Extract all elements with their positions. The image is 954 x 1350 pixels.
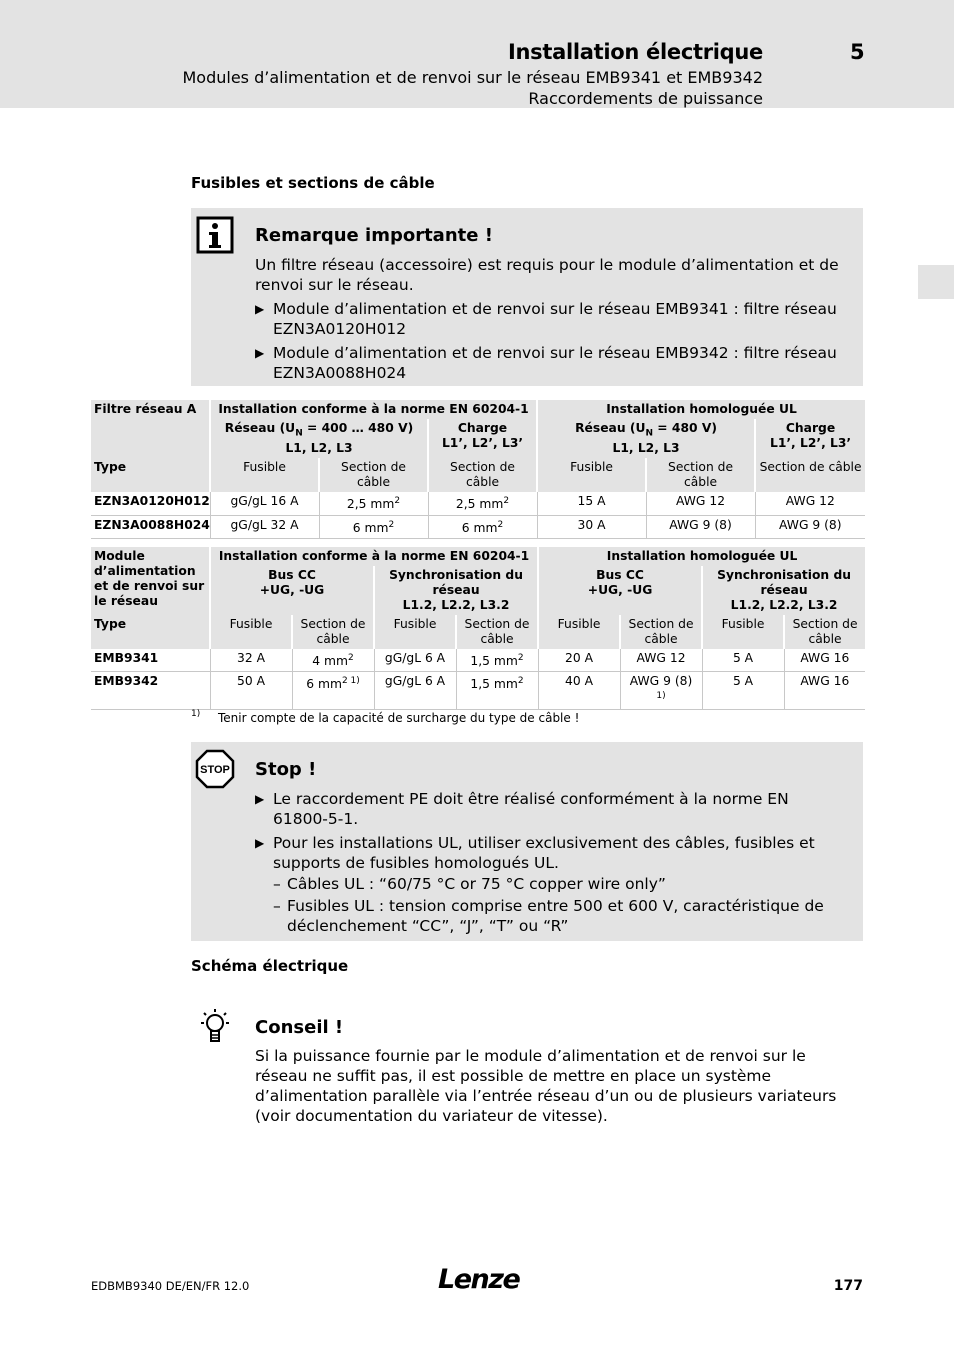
group-header: Installation conforme à la norme EN 60204-1 [210, 547, 538, 566]
stop-icon [195, 749, 235, 789]
column-header: Synchronisation du réseau L1.2, L2.2, L3.2 [374, 566, 538, 615]
table-corner: Filtre réseau A [91, 400, 210, 458]
lenze-logo: Lenze [438, 1264, 520, 1295]
group-header: Installation homologuée UL [538, 547, 865, 566]
note-bullet: ▶ Module d’alimentation et de renvoi sur le réseau EMB9341 : filtre réseau EZN3A0120H012 [255, 300, 837, 338]
svg-text:STOP: STOP [200, 764, 230, 776]
section-heading-fuses: Fusibles et sections de câble [191, 174, 435, 192]
column-header: Fusible [538, 615, 620, 649]
type-header: Type [91, 458, 210, 492]
column-header: Réseau ($U_N = 480$ V) L1, L2, L3 [537, 419, 755, 458]
column-header: Bus CC +UG, -UG [538, 566, 702, 615]
column-header: Section de câble [755, 458, 865, 492]
tip-block [191, 1005, 863, 1135]
footnote-text: Tenir compte de la capacité de surcharge du type de câble ! [218, 711, 580, 725]
column-header: Section de câble [784, 615, 865, 649]
table-corner: Module d’alimentation et de renvoi sur le réseau [91, 547, 210, 615]
chapter-tab-marker [918, 265, 954, 299]
table-row: EZN3A0088H024 gG/gL 32 A 6 $mm^2$ 6 $mm^2$ 30 A AWG 9 (8) AWG 9 (8) [91, 515, 865, 538]
column-header: Fusible [702, 615, 784, 649]
footnote-mark: 1) [191, 709, 201, 719]
stop-title: Stop ! [255, 759, 317, 780]
header-band [0, 0, 954, 108]
column-header: Fusible [537, 458, 646, 492]
arrow-right-icon: ▶ [255, 792, 265, 806]
page-subtitle-2: Raccordements de puissance [528, 89, 763, 108]
note-intro: Un filtre réseau (accessoire) est requis pour le module d’alimentation et de renvoi sur le réseau. [255, 256, 839, 294]
column-header: Section de câble [319, 458, 428, 492]
stop-box [191, 742, 863, 941]
filter-table [91, 400, 865, 539]
column-header: Fusible [374, 615, 456, 649]
table-row: EZN3A0120H012 gG/gL 16 A 2,5 $mm^2$ 2,5 $mm^2$ 15 A AWG 12 AWG 12 [91, 492, 865, 515]
stop-body [255, 789, 845, 936]
tip-title: Conseil ! [255, 1017, 344, 1038]
note-bullet: ▶ Module d’alimentation et de renvoi sur le réseau EMB9342 : filtre réseau EZN3A0088H024 [255, 344, 837, 382]
column-header: Charge L1’, L2’, L3’ [428, 419, 537, 458]
arrow-right-icon: ▶ [255, 836, 265, 850]
column-header: Fusible [210, 615, 292, 649]
group-header: Installation homologuée UL [537, 400, 865, 419]
column-header: Section de câble [456, 615, 538, 649]
column-header: Synchronisation du réseau L1.2, L2.2, L3.2 [702, 566, 865, 615]
module-table [91, 547, 865, 710]
column-header: Section de câble [428, 458, 537, 492]
stop-bullet: ▶ Pour les installations UL, utiliser exclusivement des câbles, fusibles et supports de fusibles homologués UL. [255, 834, 815, 872]
column-header: Fusible [210, 458, 319, 492]
page-number: 177 [833, 1278, 863, 1294]
column-header: Section de câble [620, 615, 702, 649]
stop-dash-item: – Fusibles UL : tension comprise entre 500 et 600 V, caractéristique de déclenchement “CC”, “J”, “T” ou “R” [273, 897, 824, 935]
arrow-right-icon: ▶ [255, 346, 265, 360]
column-header: Section de câble [292, 615, 374, 649]
chapter-number: 5 [850, 40, 865, 64]
tip-text: Si la puissance fournie par le module d’alimentation et de renvoi sur le réseau ne suffit pas, il est possible de mettre en place un système d’alimentation parallèle via l’entrée réseau d’un ou de plusieurs variateurs (voir documentation du variateur de vitesse). [255, 1047, 837, 1125]
important-note-box [191, 208, 863, 386]
table-row: EMB9341 32 A 4 $mm^2$ gG/gL 6 A 1,5 $mm^2$ 20 A AWG 12 5 A AWG 16 [91, 649, 865, 672]
column-header: Charge L1’, L2’, L3’ [755, 419, 865, 458]
table-row: EMB9342 50 A 6 $mm^{2 1)}$ gG/gL 6 A 1,5 $mm^2$ 40 A AWG 9 (8) $^{1)}$ 5 A AWG 16 [91, 672, 865, 710]
page-subtitle: Modules d’alimentation et de renvoi sur le réseau EMB9341 et EMB9342 [182, 68, 763, 87]
column-header: Réseau ($U_N = 400$ … 480 V) L1, L2, L3 [210, 419, 428, 458]
lightbulb-icon [195, 1007, 235, 1047]
stop-bullet: ▶ Le raccordement PE doit être réalisé conformément à la norme EN 61800-5-1. [255, 790, 789, 828]
info-icon [196, 216, 234, 254]
stop-dash-item: – Câbles UL : “60/75 °C or 75 °C copper wire only” [273, 875, 666, 893]
group-header: Installation conforme à la norme EN 60204-1 [210, 400, 537, 419]
type-header: Type [91, 615, 210, 649]
arrow-right-icon: ▶ [255, 302, 265, 316]
note-body [255, 255, 845, 387]
section-heading-schematic: Schéma électrique [191, 957, 349, 975]
page-title: Installation électrique [507, 40, 763, 64]
column-header: Section de câble [646, 458, 755, 492]
column-header: Bus CC +UG, -UG [210, 566, 374, 615]
document-code: EDBMB9340 DE/EN/FR 12.0 [91, 1279, 250, 1293]
note-title: Remarque importante ! [255, 225, 493, 246]
